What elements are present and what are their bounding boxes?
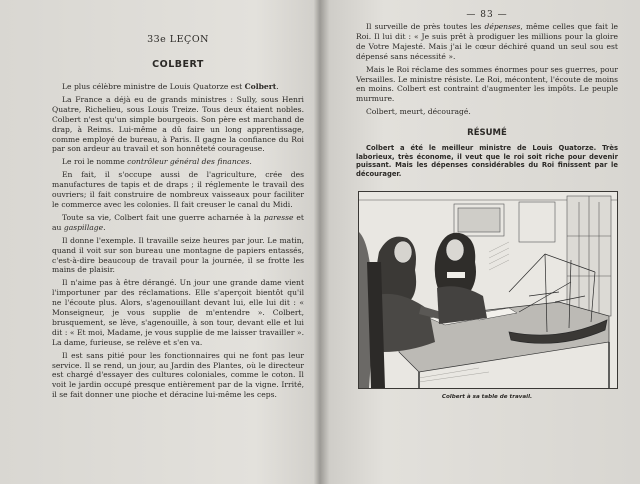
paragraph-death: Colbert, meurt, découragé. bbox=[366, 107, 471, 117]
paragraph-lady: Il n'aime pas à être dérangé. Un jour une grande dame vient l'importuner par des réclamations. Elle s'aperçoit bientôt qu'il ne l'écoute plus. Alors, s'agenouillant devant lui, elle lui dit : « Monseigneur, je vous supplie de m'entendre ». Colbert, brusquement, se lève, s'agenouille, à son tour, devant elle et lui dit : « Et moi, Madame, je vous supplie de me laisser travailler ». La dame, furieuse, se relève et s'en va. bbox=[52, 278, 304, 347]
right-page bbox=[356, 10, 618, 400]
engraving-drawing bbox=[359, 192, 617, 388]
summary-text: Colbert a été le meilleur ministre de Louis Quatorze. Très laborieux, très économe, il veut que le roi soit riche pour devenir puissant. Mais les dépenses considérables du Roi finissent par le décourager. bbox=[356, 144, 618, 178]
paragraph-expenses: Il surveille de près toutes les dépenses, même celles que fait le Roi. Il lui dit : « Je suis prêt à prodiguer les millions pour la gloire de Votre Majesté. Mais j'ai le cœur déchiré quand un seul sou est dépensé sans nécessité ». bbox=[356, 22, 619, 61]
paragraph-controller: Le roi le nomme contrôleur général des finances. bbox=[62, 157, 252, 167]
illustration bbox=[358, 191, 618, 389]
illustration-caption: Colbert à sa table de travail. bbox=[441, 393, 533, 400]
paragraph-garden: Il est sans pitié pour les fonctionnaires qui ne font pas leur service. Il se rend, un jour, au Jardin des Plantes, où le directeur est chargé d'essayer des cultures coloniales, comme le coton. Il voit le jardin occupé presque entièrement par de la vigne. Irrité, il se fait donner une pioche et déracine lui-même les ceps. bbox=[52, 350, 304, 400]
paragraph-king-demands: Mais le Roi réclame des sommes énormes pour ses guerres, pour Versailles. Le ministre résiste. Le Roi, mécontent, l'écoute de moins en moins. Colbert est contraint d'augmenter les impôts. Le peuple murmure. bbox=[356, 64, 618, 104]
paragraph-ministers: La France a déjà eu de grands ministres : Sully, sous Henri Quatre, Richelieu, sous Louis Treize. Tous deux étaient nobles. Colbert n'est qu'un simple bourgeois. Son père est marchand de drap, à Reims. Lui-même a dû faire un long apprentissage, comme employé de bureau, à Paris. Il gagne la confiance du Roi par son ardeur au travail et son honnêteté courageuse. bbox=[52, 94, 304, 154]
paragraph-war: Toute sa vie, Colbert fait une guerre acharnée à la paresse et au gaspillage. bbox=[52, 212, 304, 232]
paragraph-industry: En fait, il s'occupe aussi de l'agriculture, crée des manufactures de tapis et de draps ; il réglemente le travail des ouvriers; il fait construire de nombreux vaisseaux pour faciliter le commerce avec les colonies. Il fait creuser le canal du Midi. bbox=[52, 170, 304, 209]
page-title: COLBERT bbox=[152, 59, 204, 70]
paragraph-example: Il donne l'exemple. Il travaille seize heures par jour. Le matin, quand il voit sur son bureau une montagne de papiers entassés, c'est-à-dire beaucoup de travail pour la journée, il se frotte les mains de plaisir. bbox=[52, 235, 304, 275]
intro-paragraph: Le plus célèbre ministre de Louis Quatorze est Colbert. bbox=[62, 82, 279, 91]
summary-title: RÉSUMÉ bbox=[467, 128, 507, 139]
page-number: — 83 — bbox=[466, 10, 508, 20]
lesson-heading: 33e LEÇON bbox=[147, 34, 209, 45]
left-page bbox=[52, 34, 304, 403]
